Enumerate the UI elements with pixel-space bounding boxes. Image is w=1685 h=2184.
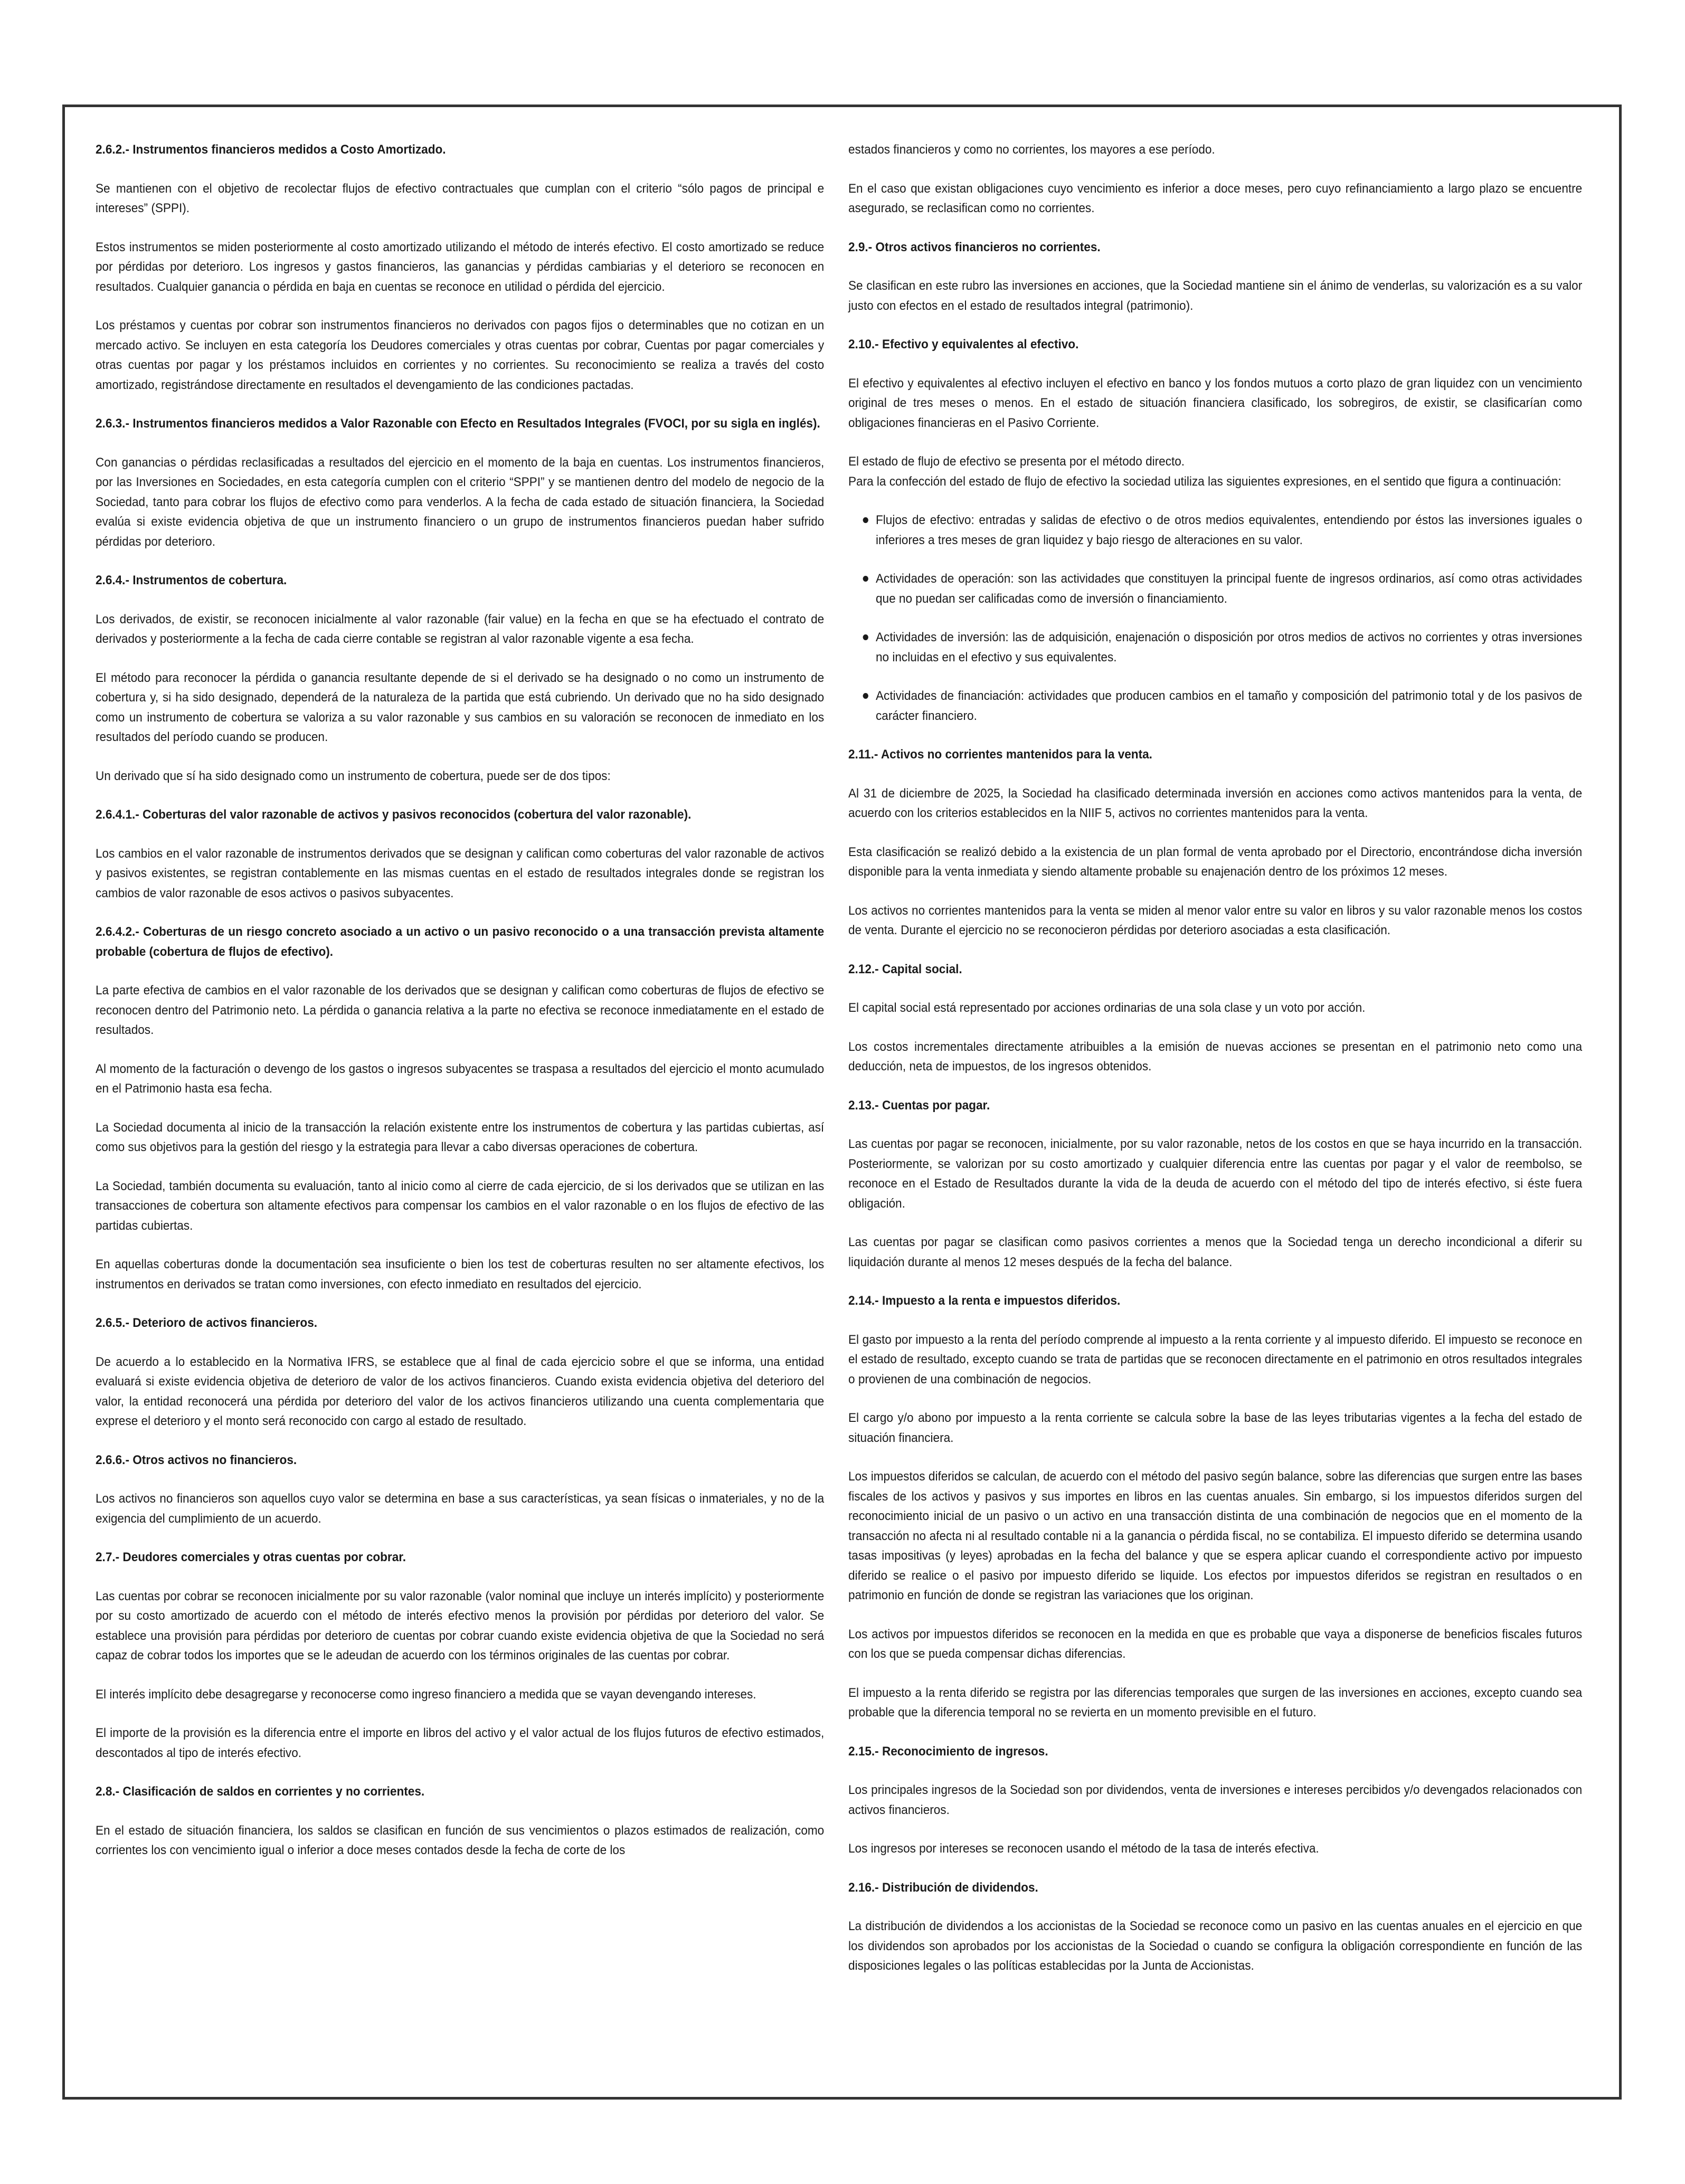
section-heading: 2.12.- Capital social. [848,962,962,976]
section-heading: 2.6.5.- Deterioro de activos financieros. [96,1316,318,1330]
section-heading: 2.10.- Efectivo y equivalentes al efectivo. [848,337,1079,352]
right-column [848,140,1582,1995]
section-heading: 2.6.3.- Instrumentos financieros medidos a Valor Razonable con Efecto en Resultados Integrales (FVOCI, por su sigla en inglés). [96,416,820,431]
paragraph: En aquellas coberturas donde la documentación sea insuficiente o bien los test de coberturas resulten no ser altamente efectivos, los instrumentos en derivados se tratan como inversiones, con efecto inmediato en resultados del ejercicio. [96,1257,825,1292]
paragraph: Los derivados, de existir, se reconocen inicialmente al valor razonable (fair value) en la fecha en que se ha efectuado el contrato de derivados y posteriormente a la fecha de cada cierre contable se registran al valor razonable vigente a esa fecha. [96,612,825,646]
section-heading: 2.7.- Deudores comerciales y otras cuentas por cobrar. [96,1550,406,1564]
section-heading: 2.6.4.2.- Coberturas de un riesgo concreto asociado a un activo o un pasivo reconocido o a una transacción prevista altamente probable (cobertura de flujos de efectivo). [96,925,825,959]
paragraph: Los préstamos y cuentas por cobrar son instrumentos financieros no derivados con pagos fijos o determinables que no cotizan en un mercado activo. Se incluyen en esta categoría los Deudores comerciales y otras cuentas por cobrar, Cuentas por pagar comerciales y otras cuentas por pagar y los préstamos incluidos en corrientes y no corrientes. Su reconocimiento se realiza a través del costo amortizado, registrándose directamente en resultados el devengamiento de las condiciones pactadas. [96,318,825,392]
paragraph: Los ingresos por intereses se reconocen usando el método de la tasa de interés efectiva. [848,1841,1319,1856]
list-item [876,569,1582,609]
section-heading: 2.15.- Reconocimiento de ingresos. [848,1744,1048,1759]
bullet-icon [863,576,868,582]
section-heading: 2.16.- Distribución de dividendos. [848,1880,1038,1895]
paragraph: Un derivado que sí ha sido designado como un instrumento de cobertura, puede ser de dos tipos: [96,768,611,783]
paragraph: Los impuestos diferidos se calculan, de acuerdo con el método del pasivo según balance, sobre las diferencias que surgen entre las bases fiscales de los activos y pasivos y sus importes en libros en las cuentas anuales. Sin embargo, si los impuestos diferidos surgen del reconocimiento inicial de un pasivo o un activo en una transacción distinta de una combinación de negocios que en el momento de la transacción no afecta ni al resultado contable ni a la ganancia o pérdida fiscal, no se contabiliza. El impuesto diferido se determina usando tasas impositivas (y leyes) aprobadas en la fecha del balance y que se espera aplicar cuando el correspondiente activo por impuesto diferido se realice o el pasivo por impuesto diferido se liquide. Los efectos por impuestos diferidos se registran en resultados o en patrimonio en función de donde se registran las variaciones que los originan. [848,1469,1583,1602]
paragraph: Los activos no corrientes mantenidos para la venta se miden al menor valor entre su valor en libros y su valor razonable menos los costos de venta. Durante el ejercicio no se reconocieron pérdidas por deterioro asociadas a esta clasificación. [848,903,1583,937]
section-heading: 2.11.- Activos no corrientes mantenidos para la venta. [848,747,1152,762]
paragraph: Con ganancias o pérdidas reclasificadas a resultados del ejercicio en el momento de la baja en cuentas. Los instrumentos financieros, por las Inversiones en Sociedades, en esta categoría cumplen con el criterio “SPPI” y se mantienen dentro del modelo de negocio de la Sociedad, tanto para cobrar los flujos de efectivo como para venderlos. A la fecha de cada estado de situación financiera, la Sociedad evalúa si existe evidencia objetiva de que un instrumento financiero o un grupo de instrumentos financieros puedan haber sufrido pérdidas por deterioro. [96,455,825,549]
paragraph-line: El estado de flujo de efectivo se presenta por el método directo. [848,454,1185,469]
list-item-text: Actividades de operación: son las actividades que constituyen la principal fuente de ingresos ordinarios, así como otras actividades que no puedan ser calificadas como de inversión o financiamiento. [876,572,1583,606]
paragraph: La parte efectiva de cambios en el valor razonable de los derivados que se designan y califican como coberturas de flujos de efectivo se reconocen dentro del Patrimonio neto. La pérdida o ganancia relativa a la parte no efectiva se reconoce inmediatamente en el estado de resultados. [96,983,825,1037]
paragraph: El efectivo y equivalentes al efectivo incluyen el efectivo en banco y los fondos mutuos a corto plazo de gran liquidez con un vencimiento original de tres meses o menos. En el estado de situación financiera clasificado, los sobregiros, de existir, se clasificarían como obligaciones financieras en el Pasivo Corriente. [848,376,1583,430]
paragraph: Los costos incrementales directamente atribuibles a la emisión de nuevas acciones se presentan en el patrimonio neto como una deducción, neta de impuestos, de los ingresos obtenidos. [848,1039,1583,1074]
paragraph: El importe de la provisión es la diferencia entre el importe en libros del activo y el valor actual de los flujos futuros de efectivo estimados, descontados al tipo de interés efectivo. [96,1726,825,1760]
paragraph: Estos instrumentos se miden posteriormente al costo amortizado utilizando el método de interés efectivo. El costo amortizado se reduce por pérdidas por deterioro. Los ingresos y gastos financieros, las ganancias y pérdidas cambiarias y el deterioro se reconocen en resultados. Cualquier ganancia o pérdida en baja en cuentas se reconoce en utilidad o pérdida del ejercicio. [96,240,825,294]
section-heading: 2.6.6.- Otros activos no financieros. [96,1452,297,1467]
paragraph: La distribución de dividendos a los accionistas de la Sociedad se reconoce como un pasivo en las cuentas anuales en el ejercicio en que los dividendos son aprobados por los accionistas de la Sociedad o cuando se configura la obligación correspondiente en función de las disposiciones legales o las políticas establecidas por la Junta de Accionistas. [848,1919,1583,1973]
paragraph: Los activos por impuestos diferidos se reconocen en la medida en que es probable que vaya a disponerse de beneficios fiscales futuros con los que se pueda compensar dichas diferencias. [848,1627,1583,1661]
section-heading: 2.13.- Cuentas por pagar. [848,1098,990,1113]
paragraph: La Sociedad documenta al inicio de la transacción la relación existente entre los instrumentos de cobertura y las partidas cubiertas, así como sus objetivos para la gestión del riesgo y la estrategia para llevar a cabo diversas operaciones de cobertura. [96,1120,825,1154]
left-column [96,140,824,1879]
paragraph [848,452,1582,472]
section-heading: 2.6.4.- Instrumentos de cobertura. [96,573,287,587]
paragraph: Las cuentas por pagar se clasifican como pasivos corrientes a menos que la Sociedad tenga un derecho incondicional a diferir su liquidación durante al menos 12 meses después de la fecha del balance. [848,1235,1583,1269]
paragraph: El cargo y/o abono por impuesto a la renta corriente se calcula sobre la base de las leyes tributarias vigentes a la fecha del estado de situación financiera. [848,1411,1583,1445]
section-heading: 2.6.4.1.- Coberturas del valor razonable de activos y pasivos reconocidos (cobertura del valor razonable). [96,808,692,822]
paragraph: El impuesto a la renta diferido se registra por las diferencias temporales que surgen de las inversiones en acciones, excepto cuando sea probable que la diferencia temporal no se revierta en un momento previsible en el futuro. [848,1685,1583,1720]
list-item [876,510,1582,550]
paragraph: El capital social está representado por acciones ordinarias de una sola clase y un voto por acción. [848,1001,1366,1015]
list-item-text: Flujos de efectivo: entradas y salidas de efectivo o de otros medios equivalentes, entendiendo por éstos las inversiones iguales o inferiores a tres meses de gran liquidez y bajo riesgo de alteraciones en su valor. [876,513,1583,547]
paragraph: Se mantienen con el objetivo de recolectar flujos de efectivo contractuales que cumplan con el criterio “sólo pagos de principal e intereses” (SPPI). [96,181,825,215]
page-frame [62,105,1622,2100]
paragraph: De acuerdo a lo establecido en la Normativa IFRS, se establece que al final de cada ejercicio sobre el que se informa, una entidad evaluará si existe evidencia objetiva de deterioro de valor de los activos financieros. Cuando exista evidencia objetiva del deterioro del valor, la entidad reconocerá una pérdida por deterioro del valor de los activos financieros utilizando una cuenta complementaria que exprese el deterioro y el monto será reconocido con cargo al estado de resultado. [96,1354,825,1428]
bullet-icon [863,517,868,523]
section-heading: 2.14.- Impuesto a la renta e impuestos diferidos. [848,1294,1121,1308]
bullet-icon [863,634,868,640]
bullet-icon [863,693,868,699]
paragraph: Los principales ingresos de la Sociedad son por dividendos, venta de inversiones e intereses percibidos y/o devengados relacionados con activos financieros. [848,1783,1583,1817]
section-heading: 2.9.- Otros activos financieros no corrientes. [848,240,1101,254]
paragraph: Al momento de la facturación o devengo de los gastos o ingresos subyacentes se traspasa a resultados del ejercicio el monto acumulado en el Patrimonio hasta esa fecha. [96,1061,825,1096]
list-item-text: Actividades de financiación: actividades que producen cambios en el tamaño y composición del patrimonio total y de los pasivos de carácter financiero. [876,689,1583,723]
list-item [876,686,1582,726]
paragraph: Al 31 de diciembre de 2025, la Sociedad ha clasificado determinada inversión en acciones como activos mantenidos para la venta, de acuerdo con los criterios establecidos en la NIIF 5, activos no corrientes mantenidos para la venta. [848,786,1583,820]
paragraph: Los cambios en el valor razonable de instrumentos derivados que se designan y califican como coberturas del valor razonable de activos y pasivos existentes, se registran contablemente en las mismas cuentas en el estado de resultados integrales donde se registran los cambios de valor razonable de esos activos o pasivos subyacentes. [96,846,825,900]
list-item-text: Actividades de inversión: las de adquisición, enajenación o disposición por otros medios de activos no corrientes y otras inversiones no incluidas en el efectivo y sus equivalentes. [876,630,1583,664]
paragraph: Las cuentas por pagar se reconocen, inicialmente, por su valor razonable, netos de los costos en que se haya incurrido en la transacción. Posteriormente, se valorizan por su costo amortizado y cualquier diferencia entre las cuentas por pagar y el valor de reembolso, se reconoce en el Estado de Resultados durante la vida de la deuda de acuerdo con el método del tipo de interés efectivo, si éste fuera obligación. [848,1137,1583,1211]
paragraph: Las cuentas por cobrar se reconocen inicialmente por su valor razonable (valor nominal que incluye un interés implícito) y posteriormente por su costo amortizado de acuerdo con el método de interés efectivo menos la provisión por pérdidas por deterioro del valor. Se establece una provisión para pérdidas por deterioro de cuentas por cobrar cuando existe evidencia objetiva de que la Sociedad no será capaz de cobrar todos los importes que se le adeudan de acuerdo con los términos originales de las cuentas por cobrar. [96,1589,825,1663]
bullet-list [848,510,1582,726]
paragraph: Los activos no financieros son aquellos cuyo valor se determina en base a sus características, ya sean físicas o inmateriales, y no de la exigencia del cumplimiento de un acuerdo. [96,1492,825,1526]
paragraph: Para la confección del estado de flujo de efectivo la sociedad utiliza las siguientes expresiones, en el sentido que figura a continuación: [848,474,1561,489]
paragraph: estados financieros y como no corrientes, los mayores a ese período. [848,143,1215,157]
paragraph: El método para reconocer la pérdida o ganancia resultante depende de si el derivado se ha designado o no como un instrumento de cobertura y, si ha sido designado, dependerá de la naturaleza de la partida que está cubriendo. Un derivado que no ha sido designado como un instrumento de cobertura se valoriza a su valor razonable y sus cambios en su valoración se reconocen de inmediato en los resultados del período cuando se producen. [96,670,825,744]
list-item [876,628,1582,667]
paragraph: Esta clasificación se realizó debido a la existencia de un plan formal de venta aprobado por el Directorio, encontrándose dicha inversión disponible para la venta inmediata y siendo altamente probable su enajenación dentro de los próximos 12 meses. [848,844,1583,879]
paragraph: En el caso que existan obligaciones cuyo vencimiento es inferior a doce meses, pero cuyo refinanciamiento a largo plazo se encuentre asegurado, se reclasifican como no corrientes. [848,181,1583,215]
paragraph: El interés implícito debe desagregarse y reconocerse como ingreso financiero a medida que se vayan devengando intereses. [96,1687,756,1702]
paragraph: La Sociedad, también documenta su evaluación, tanto al inicio como al cierre de cada ejercicio, de si los derivados que se utilizan en las transacciones de cobertura son altamente efectivos para compensar los cambios en el valor razonable o en los flujos de efectivo de las partidas cubiertas. [96,1179,825,1233]
paragraph: En el estado de situación financiera, los saldos se clasifican en función de sus vencimientos o plazos estimados de realización, como corrientes los con vencimiento igual o inferior a doce meses contados desde la fecha de corte de los [96,1823,825,1857]
section-heading: 2.8.- Clasificación de saldos en corrientes y no corrientes. [96,1784,425,1799]
section-heading: 2.6.2.- Instrumentos financieros medidos a Costo Amortizado. [96,143,446,157]
paragraph: Se clasifican en este rubro las inversiones en acciones, que la Sociedad mantiene sin el ánimo de venderlas, su valorización es a su valor justo con efectos en el estado de resultados integral (patrimonio). [848,279,1583,313]
paragraph: El gasto por impuesto a la renta del período comprende al impuesto a la renta corriente y al impuesto diferido. El impuesto se reconoce en el estado de resultado, excepto cuando se trata de partidas que se reconocen directamente en el patrimonio en otros resultados integrales o provienen de una combinación de negocios. [848,1332,1583,1387]
